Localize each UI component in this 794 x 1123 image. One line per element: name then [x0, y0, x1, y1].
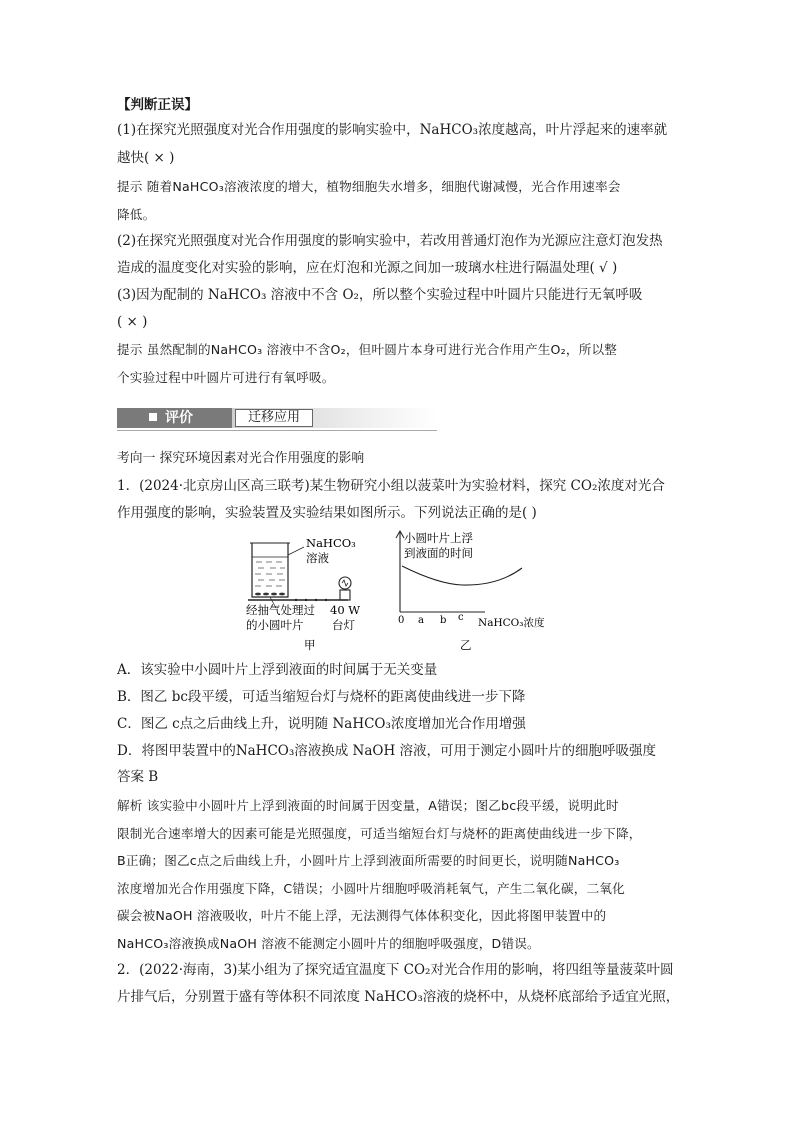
q1-explain-line4: 浓度增加光合作用强度下降，C错误；小圆叶片细胞呼吸消耗氧气，产生二氧化碳，二氧化 [117, 881, 625, 896]
liquid-hatch [255, 562, 285, 586]
judge-q1-line1: (1)在探究光照强度对光合作用强度的影响实验中，NaHCO₃浓度越高，叶片浮起来的速率就 [117, 122, 668, 138]
leaf-discs [255, 593, 285, 596]
y-label-line2: 到液面的时间 [404, 546, 473, 560]
judge-q3-line1: (3)因为配制的 NaHCO₃ 溶液中不含 O₂，所以整个实验过程中叶圆片只能进行无氧呼吸 [117, 287, 643, 303]
square-icon [149, 413, 157, 421]
judge-q3-line2: ( × ) [117, 314, 148, 330]
q1-line2: 作用强度的影响，实验装置及实验结果如图所示。下列说法正确的是( ) [117, 505, 537, 521]
q1-option-d: D．将图甲装置中的NaHCO₃溶液换成 NaOH 溶液，可用于测定小圆叶片的细胞呼吸强度 [117, 743, 657, 759]
label-solution-line1: NaHCO₃ [306, 536, 356, 550]
y-label-line1: 小圆叶片上浮 [404, 531, 473, 545]
banner-transfer-tag: 迁移应用 [235, 409, 313, 427]
judge-q1-line2: 越快( × ) [117, 150, 175, 166]
judge-heading: 【判断正误】 [117, 97, 198, 113]
q1-line1: 1．(2024·北京房山区高三联考)某生物研究小组以菠菜叶为实验材料，探究 CO₂浓度对光合 [117, 478, 665, 494]
judge-q2-line2: 造成的温度变化对实验的影响，应在灯泡和光源之间加一玻璃水柱进行隔温处理( √ ) [117, 260, 618, 276]
judge-hint1-line2: 降低。 [117, 207, 156, 222]
curve-line [402, 566, 522, 585]
lamp-base [340, 590, 350, 600]
banner-left-label: 评价 [165, 410, 193, 426]
label-solution-line2: 溶液 [306, 551, 329, 565]
label-leaf-line2: 的小圆叶片 [246, 618, 304, 632]
section-title: 考向一 探究环境因素对光合作用强度的影响 [117, 451, 365, 466]
tick-c: c [458, 612, 464, 623]
judge-hint1-line1: 提示 随着NaHCO₃溶液浓度的增大，植物细胞失水增多，细胞代谢减慢，光合作用速率会 [117, 179, 621, 194]
tick-b: b [440, 615, 447, 626]
figure-graph [390, 530, 565, 655]
lamp-filament [342, 580, 348, 586]
q1-option-b: B．图乙 bc段平缓，可适当缩短台灯与烧杯的距离使曲线进一步下降 [117, 689, 526, 705]
figure-apparatus [240, 535, 380, 655]
q1-option-c: C．图乙 c点之后曲线上升，说明随 NaHCO₃浓度增加光合作用增强 [117, 716, 526, 732]
judge-hint3-line2: 个实验过程中叶圆片可进行有氧呼吸。 [117, 370, 335, 385]
judge-hint3-line1: 提示 虽然配制的NaHCO₃ 溶液中不含O₂，但叶圆片本身可进行光合作用产生O₂，所以整 [117, 342, 618, 357]
label-lamp-line1: 40 W [330, 603, 361, 617]
banner-rule [117, 430, 437, 431]
q2-line1: 2．(2022·海南，3)某小组为了探究适宜温度下 CO₂对光合作用的影响，将四组等量菠菜叶圆 [117, 962, 674, 978]
q1-explain-line2: 限制光合速率增大的因素可能是光照强度，可适当缩短台灯与烧杯的距离使曲线进一步下降， [117, 826, 642, 841]
q1-option-a: A．该实验中小圆叶片上浮到液面的时间属于无关变量 [117, 662, 438, 678]
beaker [252, 543, 288, 597]
q1-explain-line3: B正确；图乙c点之后曲线上升，小圆叶片上浮到液面所需要的时间更长，说明随NaHCO₃ [117, 853, 620, 868]
q1-explain-line6: NaHCO₃溶液换成NaOH 溶液不能测定小圆叶片的细胞呼吸强度，D错误。 [117, 936, 540, 951]
q1-explain-line5: 碳会被NaOH 溶液吸收，叶片不能上浮，无法测得气体体积变化，因此将图甲装置中的 [117, 908, 607, 923]
origin-label: 0 [398, 615, 405, 626]
section-banner [117, 408, 437, 430]
tick-a: a [418, 615, 424, 626]
q2-line2: 片排气后，分别置于盛有等体积不同浓度 NaHCO₃溶液的烧杯中，从烧杯底部给予适宜光照， [117, 989, 680, 1005]
solution-pointer [288, 547, 304, 555]
x-axis-label: NaHCO₃浓度 [478, 617, 545, 629]
caption-yi: 乙 [460, 638, 472, 652]
q1-explain-line1: 解析 该实验中小圆叶片上浮到液面的时间属于因变量，A错误；图乙bc段平缓，说明此时 [117, 798, 619, 813]
label-leaf-line1: 经抽气处理过 [246, 603, 315, 617]
label-lamp-line2: 台灯 [332, 618, 355, 632]
judge-q2-line1: (2)在探究光照强度对光合作用强度的影响实验中，若改用普通灯泡作为光源应注意灯泡发热 [117, 233, 663, 249]
q1-answer: 答案 B [117, 769, 159, 785]
banner-evaluation [117, 408, 232, 428]
caption-jia: 甲 [304, 638, 316, 652]
